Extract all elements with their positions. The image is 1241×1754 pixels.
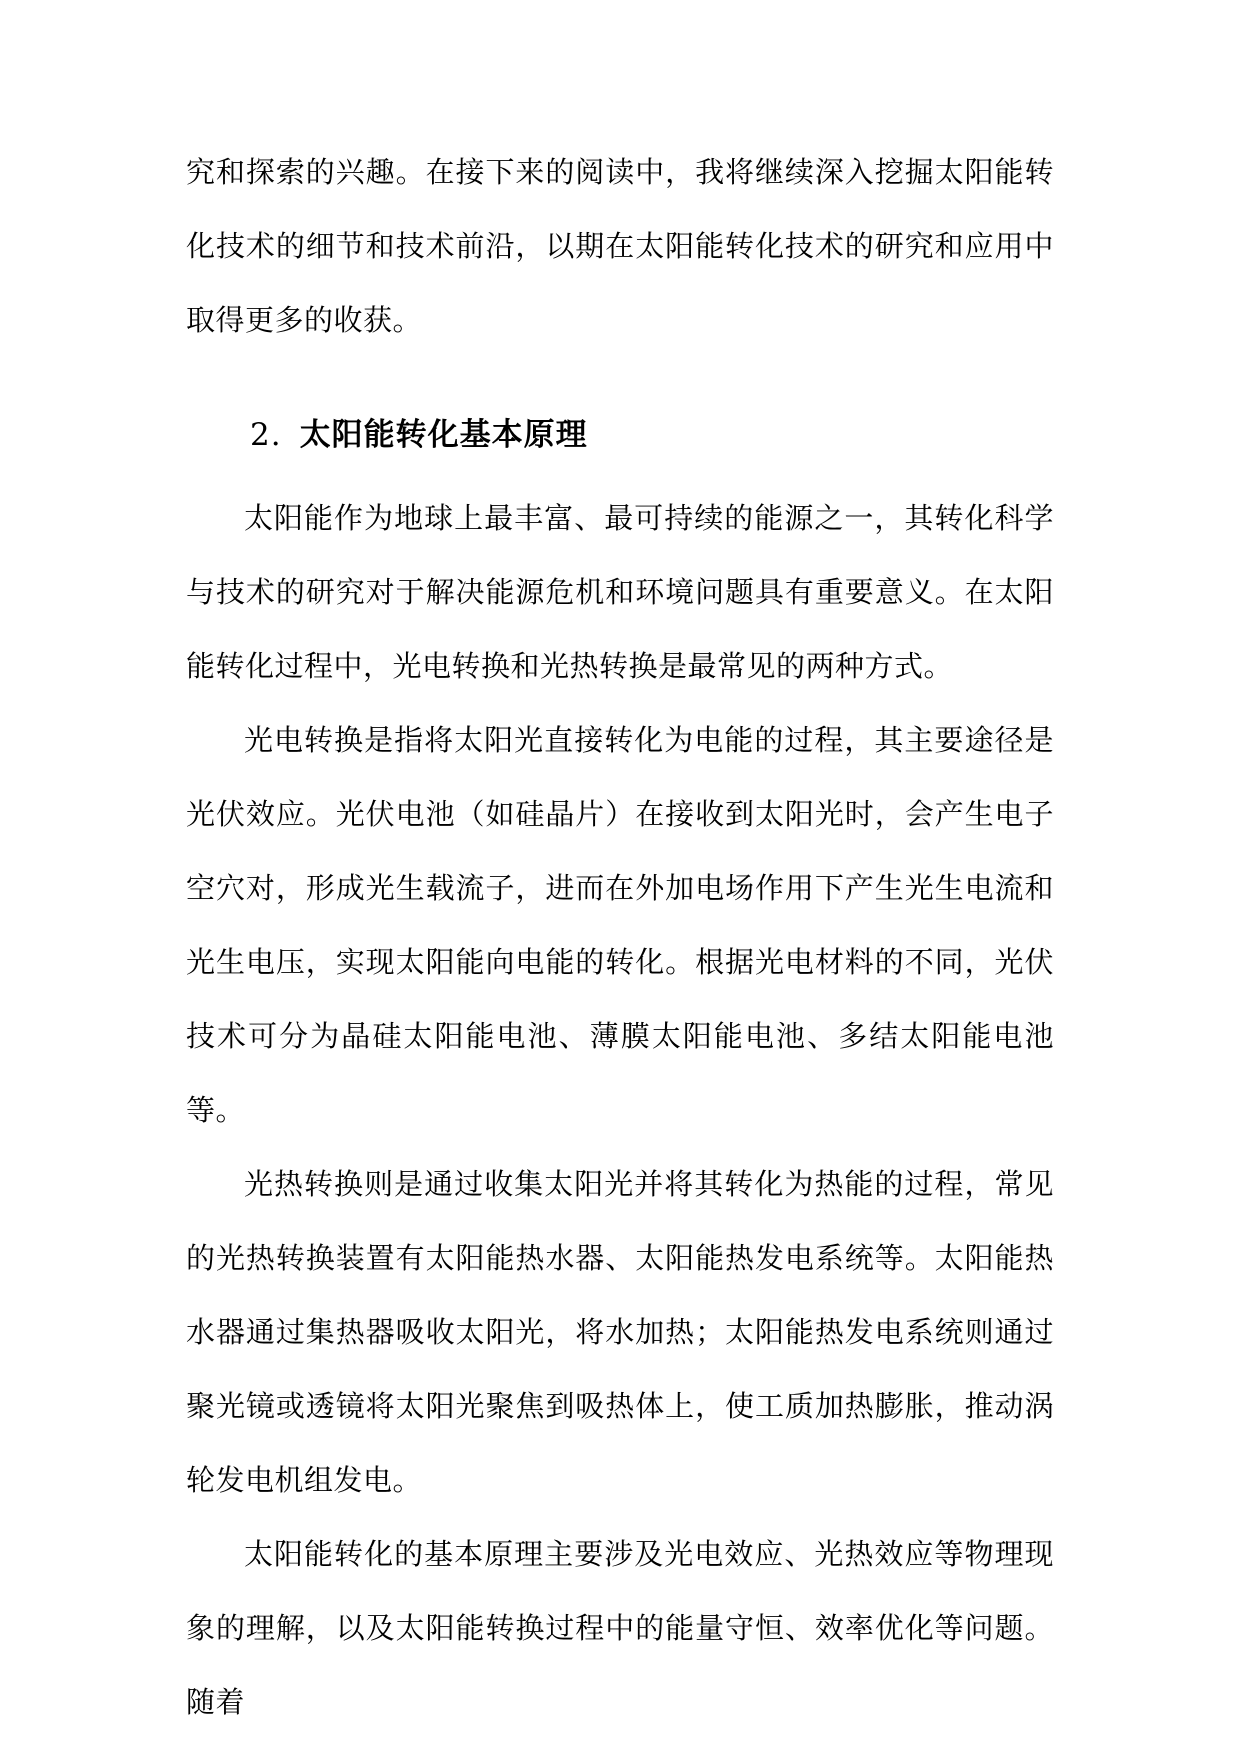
- paragraph-solar-overview: 太阳能作为地球上最丰富、最可持续的能源之一，其转化科学与技术的研究对于解决能源危机和环境问题具有重要意义。在太阳能转化过程中，光电转换和光热转换是最常见的两种方式。: [186, 501, 1054, 683]
- paragraph-photothermal: 光热转换则是通过收集太阳光并将其转化为热能的过程，常见的光热转换装置有太阳能热水器、太阳能热发电系统等。太阳能热水器通过集热器吸收太阳光，将水加热；太阳能热发电系统则通过聚光镜或透镜将太阳光聚焦到吸热体上，使工质加热膨胀，推动涡轮发电机组发电。: [186, 1167, 1054, 1497]
- section-body: [186, 481, 1054, 1739]
- paragraph-principles: 太阳能转化的基本原理主要涉及光电效应、光热效应等物理现象的理解，以及太阳能转换过程中的能量守恒、效率优化等问题。随着: [186, 1537, 1054, 1719]
- paragraph-photovoltaic: 光电转换是指将太阳光直接转化为电能的过程，其主要途径是光伏效应。光伏电池（如硅晶片）在接收到太阳光时，会产生电子空穴对，形成光生载流子，进而在外加电场作用下产生光生电流和光生电压，实现太阳能向电能的转化。根据光电材料的不同，光伏技术可分为晶硅太阳能电池、薄膜太阳能电池、多结太阳能电池等。: [186, 723, 1054, 1127]
- section-title: 太阳能转化基本原理: [299, 417, 588, 453]
- section-number: 2.: [250, 417, 282, 453]
- section-heading: [250, 400, 588, 470]
- intro-paragraph: 究和探索的兴趣。在接下来的阅读中，我将继续深入挖掘太阳能转化技术的细节和技术前沿，以期在太阳能转化技术的研究和应用中取得更多的收获。: [186, 155, 1054, 337]
